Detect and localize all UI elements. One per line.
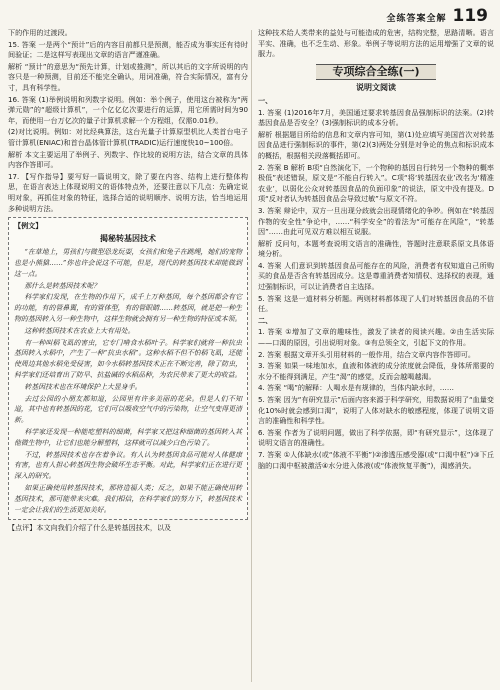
answer-paragraph: 16. 答案 (1)举例说明和列数字说明。例如：举个例子，使用这台被称为“两弹元勋”的“超级计算机”，一个亿亿亿次要进行的运算，用它所需时间为90年，而使用一台万亿次的量子计算机求解一个方程组，仅需0.01秒。 <box>8 94 248 125</box>
right-column <box>258 28 494 472</box>
essay-paragraph: 去过公园的小朋友都知道，公园里有许多美丽的花朵。但是人们不知道，其中也有转基因的花，它们可以吸收空气中的污染物，让空气变得更清新。 <box>14 394 242 425</box>
example-essay <box>8 217 248 520</box>
page-header <box>386 6 488 26</box>
comment-paragraph: 【点评】本文向我们介绍了什么是转基因技术，以及 <box>8 523 172 533</box>
example-label: 【例文】 <box>14 221 43 231</box>
essay-paragraph: 这种转基因技术在农业上大有用处。 <box>24 326 135 335</box>
essay-paragraph: 如果正确使用转基因技术，那将造福人类；反之，如果不能正确使用转基因技术，那可能带来灾难。我们相信，在科学家们的努力下，转基因技术一定会让我们的生活更加美好。 <box>14 484 242 514</box>
example-title: 揭秘转基因技术 <box>100 233 156 243</box>
book-title: 全练答案全解 <box>386 14 447 24</box>
answer-paragraph: 15. 答案 一是两个“预计”后的内容目前都只是预测，能否成为事实还有待时间验证；二是这样写表现出文章的语言严谨准确。 <box>8 39 248 60</box>
left-column <box>8 28 248 535</box>
part-heading: 一、 <box>258 95 273 105</box>
answer-paragraph: 5. 答案 因为“有研究显示”后面内容来源于科学研究，用数据说明了“血量变化10%时就会感到口渴”，说明了人体对缺水的敏感程度，体现了说明文语言的准确性和科学性。 <box>258 395 494 426</box>
essay-paragraph: 不过，转基因技术也存在着争议。有人认为转基因食品可能对人体健康有害，也有人担心转基因生物会破坏生态平衡。对此，科学家们正在进行更深入的研究。 <box>14 450 242 481</box>
answer-paragraph: 7. 答案 ①人体缺水(或“体液不平衡”)②渗透压感受器(或“口渴中枢”)③下丘脑的口渴中枢被激活④水分进入体液(或“体液恢复平衡”)，渴感消失。 <box>258 449 494 470</box>
answer-paragraph: 3. 答案 辩论中，双方一旦出现分歧就会出现情绪化的争吵。例如在“转基因作物的安全性”争论中，……“科学安全”的看法为“可能存在风险”，“转基因”……由此可见双方难以相互说服。 <box>258 205 494 237</box>
essay-paragraph: 科学家还发现一种能吃塑料的细菌，科学家又把这种细菌的基因转入其他微生物中，让它们也能分解塑料，这样就可以减少白色污染了。 <box>14 428 242 447</box>
answer-paragraph: 下的作用的过渡段。 <box>8 28 72 37</box>
essay-paragraph: 科学家们发现，在生物的作用下，成千上万种基因，每个基因都会有它的功能，有的管鼻翼，有的管体型，有的管眼睛……转基因，就是把一种生物的基因转入另一种生物中，这样生物就会拥有另一种生物的特征或本领。 <box>14 293 242 324</box>
answer-paragraph: 解析 本文主要运用了举例子、列数字、作比较的说明方法，结合文章的具体内容作答即可。 <box>8 149 248 170</box>
essay-paragraph: “在草地上，男孩们与微型恐龙玩耍，女孩们和兔子在跳绳，她们的宠物也是小熊猫……”你也许会说这不可能，但是，现代的转基因技术却能做到这一点。 <box>14 248 242 278</box>
section-title <box>258 64 494 81</box>
page-number: 119 <box>452 6 488 26</box>
answer-paragraph: 5. 答案 这是一道材料分析题。两则材料都体现了人们对转基因食品的不信任。 <box>258 293 494 314</box>
essay-paragraph: 转基因技术也在环境保护上大显身手。 <box>24 382 142 391</box>
column-divider <box>251 30 252 682</box>
answer-paragraph: 6. 答案 作者为了说明问题，做出了科学依据，即“有研究显示”，这体现了说明文语言的准确性。 <box>258 427 494 448</box>
answer-paragraph: 3. 答案 如果一味地加水，血液和体液的成分浓度就会降低，身体所需要的水分不能得到满足，产生“渴”的感觉，反而会越喝越渴。 <box>258 361 494 381</box>
answer-paragraph: 解析 根据题目所给的信息和文章内容可知，第(1)处应填写美国首次对转基因食品进行强制标识的事件，第(2)(3)两处分别是对争论的焦点和标识成本的概括，根据相关段落概括即可。 <box>258 129 494 160</box>
answer-paragraph: 1. 答案 ①增加了文章的趣味性，激发了读者的阅读兴趣。②由生活实际——口渴的原因，引出说明对象。③有总领全文，引起下文的作用。 <box>258 327 494 348</box>
continued-paragraph: 这种技术给人类带来的益处与可能造成的危害，结构完整，思路清晰。语言平实、准确，也不乏生动、形象。举例子等说明方法的运用增强了文章的说服力。 <box>258 28 494 59</box>
answer-paragraph: 4. 答案 人们意识到转基因食品可能存在的风险，消费者有权知道自己所购买的食品是否含有转基因成分。这是尊重消费者知情权、选择权的表现，通过强制标识，可以让消费者自主选择。 <box>258 260 494 292</box>
answer-paragraph: 4. 答案 “喝”的解释：人喝水是有规律的，当体内缺水时，…… <box>258 383 454 393</box>
section-subtitle: 说明文阅读 <box>356 83 396 93</box>
essay-paragraph: 有一种叫稻飞虱的害虫，它专门啃食水稻叶子。科学家们就将一种抗虫基因转入水稻中，产生了一种“抗虫水稻”。这种水稻不但不怕稻飞虱，还能使周边其他水稻免受侵害，如今水稻转基因技术正在不断完善，除了防虫，科学家们还培育出了防旱、抗盐碱的水稻品种，为农民带来了更大的收益。 <box>14 338 242 380</box>
answer-paragraph: 2. 答案 B 解析 B项“自然演化下，一个物种的基因自行转另一个物种的概率极低”表述错误，原文是“不能自行转入”。C项“将‘转基因农业’改名为‘精准农业’，以弱化公众对转基因食品的负面印象”的说法，原文中没有提及。D项“反对者认为转基因食品会导致过敏”与原文不符。 <box>258 162 494 204</box>
section-title-text: 专项综合全练(一) <box>316 64 435 81</box>
answer-paragraph: 17. 【写作指导】要写好一篇说明文，除了要在内容、结构上进行整体构思，在语言表达上体现说明文的语体特点外，还要注意以下几点：先确定说明对象，再抓住对象的特征，选择合适的说明顺序、说明方法，恰当地运用多种说明方法。 <box>8 171 248 213</box>
part-heading: 二、 <box>258 315 273 325</box>
answer-paragraph: 2. 答案 根据文章开头引用材料的一般作用，结合文章内容作答即可。 <box>258 349 475 359</box>
answer-paragraph: (2)对比说明。例如：对比经典算法，这台光量子计算原型机比人类首台电子管计算机(ENIAC)和首台晶体管计算机(TRADIC)运行速度快10~100倍。 <box>8 127 248 147</box>
answer-paragraph: 1. 答案 (1)2016年7月，美国通过要求转基因食品强制标识的法案。(2)转基因食品是否安全？(3)强制标识的成本分析。 <box>258 107 494 128</box>
essay-paragraph: 那什么是转基因技术呢？ <box>24 281 101 290</box>
answer-paragraph: 解析 反问句，本题考查说明文语言的准确性，答题时注意联系原文具体语境分析。 <box>258 238 494 259</box>
answer-paragraph: 解析 “预计”的意思为“预先计算，计划或推测”，所以其后的文字所说明的内容只是一种预测，目前还不能完全确认，用词准确，符合实际情况，富有分寸，具有科学性。 <box>8 61 248 92</box>
